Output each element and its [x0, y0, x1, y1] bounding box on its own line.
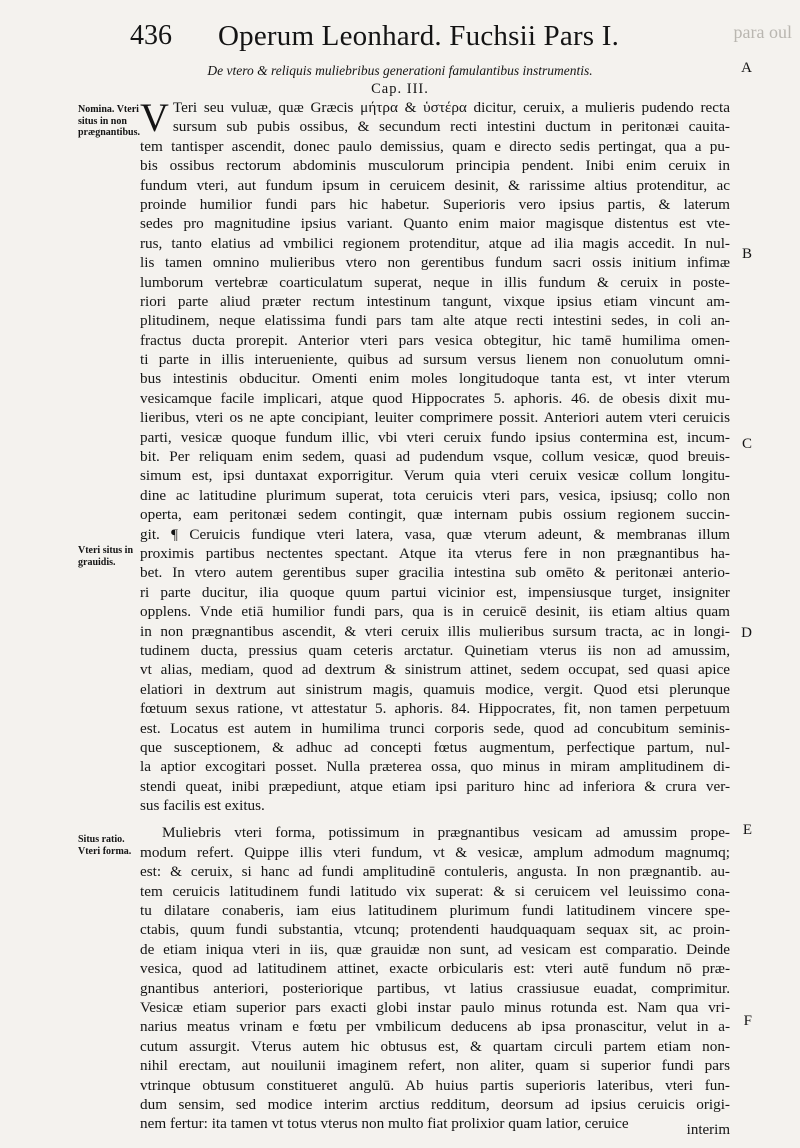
text-line: lumborum vertebræ coarticulatum superat, neque in illis fundum & ceruix in poste- — [140, 273, 730, 291]
text-line: sus facilis est exitus. — [140, 797, 265, 815]
margin-note-grauidis: Vteri situs in grauidis. — [78, 545, 133, 568]
text-line: elatiori in dextrum aut sinistrum magis, quamuis modice, vergit. Quod etsi plerunque — [140, 680, 730, 698]
drop-cap: V — [140, 95, 169, 140]
text-line: ri parte ducitur, ilia quoque quum partui vicinior est, impensiusque turget, insigniter — [140, 583, 730, 601]
text-line: fœtuum sexus ratione, vt attestatur 5. aphoris. 84. Hippocrates, fit, non tamen perpetuum — [140, 700, 730, 718]
text-line: operta, eam peritonæi sedem contingit, quæ internam pubis ossium regionem succin- — [140, 506, 730, 524]
text-line: simum est, ipsi duntaxat exporrigitur. Verum quia vteri ceruix vesicæ collum longitu- — [140, 467, 730, 485]
text-line: gnantibus anteriori, posteriorique partibus, vt latius crassiusue euadat, comprimitur. — [140, 979, 730, 997]
section-letter-a: A — [741, 60, 752, 76]
text-line: rus, tanto elatius ad vmbilici regionem protenditur, atque ad ilia magis accedit. In nul- — [140, 234, 730, 252]
text-line: riori parte aliud præter rectum intestinum tangunt, vixque ipsius etiam vincunt am- — [140, 292, 730, 310]
margin-note-forma: Situs ratio. Vteri forma. — [78, 834, 132, 857]
text-line: vesica, quod ad latitudinem attinet, exacte orbicularis est: vteri autē fundum nō præ- — [140, 960, 730, 978]
text-line: proximis partibus nectentes spectant. Atque ita vterus fere in non prægnantibus ha- — [140, 544, 730, 562]
section-letter-b: B — [741, 246, 752, 262]
text-line: lis tamen omnino mulieribus vtero non gerentibus fundum sacri ossis initium infimæ — [140, 254, 730, 272]
margin-note-nomina: Nomina. Vteri situs in non prægnantibus. — [78, 104, 140, 138]
text-line: tu dilatare conaberis, iam eius latitudinem plurimum fundi latitudinem vincere spe- — [140, 902, 730, 920]
text-line: fractus ducta prorepit. Anterior vteri pars vesica obtegitur, hic tamē humilima omen- — [140, 331, 730, 349]
text-line: bit. Per reliquam enim sedem, quasi ad pudendum vsque, collum vesicæ, quod breuis- — [140, 448, 730, 466]
text-line: est. Locatus est autem in humilima trunci corporis sede, quod ad concubitum seminis- — [140, 719, 730, 737]
text-line: bus intestinis obducitur. Omenti enim moles longitudoque tanta est, vt inter vterum — [140, 370, 730, 388]
text-line: tudinem ducta, pressius quam ceteris arctatur. Quinetiam vterus iis non ad amussim, — [140, 641, 730, 659]
body-text — [140, 95, 730, 1134]
text-line: proinde humilior fundi pars hic habetur. Superioris vero ipsius partis, & laterum — [140, 195, 730, 213]
text-line: vtrinque obtusum constitueret angulū. Ab huius partis superioris lateribus, vteri fun- — [140, 1076, 730, 1094]
bleed-through-text: para oul — [733, 22, 792, 42]
text-line: nem fertur: ita tamen vt totus vterus non multo fiat prolixior quam latior, ceruice — [140, 1115, 629, 1133]
text-line: Teri seu vuluæ, quæ Græcis μήτρα & ὑστέρα dicitur, ceruix, a mulieris pudendo recta — [172, 99, 730, 116]
running-head: Operum Leonhard. Fuchsii Pars I. — [218, 20, 620, 52]
text-line: vesicamque facile implicari, atque quod Hippocrates 5. aphoris. 46. de obesis dixit mu- — [140, 389, 730, 407]
text-line: vt alias, mediam, quod ad dextrum & sinistrum attinet, sedem occupat, sed quasi apice — [140, 661, 730, 679]
text-line: lieribus, vteri os ne apte concipiant, leuiter comprimere possit. Anteriori autem vteri ceruicis — [140, 409, 730, 427]
section-letter-e: E — [742, 822, 752, 838]
text-line: bet. In vtero autem gerentibus super gracilia intestina sub omēto & peritonæi anterio- — [140, 564, 730, 582]
text-line: modum refert. Quippe illis vteri fundum, vt & vesicæ, amplum admodum magnumq; — [140, 843, 730, 861]
text-line: opplens. Vnde etiā humilior fundi pars, qua is in ceruicē desinit, iis etiam altius quam — [140, 603, 730, 621]
text-line: tem tantisper ascendit, donec paulo demissius, quam e directo sedis pertingat, qua a pu- — [140, 137, 730, 155]
section-letter-f: F — [743, 1013, 752, 1029]
text-line: tem ceruicis latitudinem fundi latitudo vix superat: & si ceruicem vel leuissimo cona- — [140, 882, 730, 900]
text-line: sursum sub pubis ossibus, & secundum recti intestini ductum in peritonæi cauita- — [172, 118, 730, 136]
page-number: 436 — [130, 20, 172, 51]
text-line: dum sensim, sed modice interim arctius redditum, deorsum ad ipsius ceruicis origi- — [140, 1095, 730, 1113]
text-line: stendi queat, inibi præpediunt, atque etiam ipsi parituro hinc ad inferiora & crura ver- — [140, 777, 730, 795]
paragraph-gap — [140, 815, 730, 823]
text-line: Muliebris vteri forma, potissimum in prægnantibus vesicam ad amussim prope- — [162, 824, 730, 842]
text-line: sedes pro magnitudine ipsius variant. Quanto enim maior magisque distentus est vte- — [140, 215, 730, 233]
text-line: est: & ceruix, si hanc ad fundi amplitudinē contuleris, angusta. In non prægnantib. au- — [140, 863, 730, 881]
text-line: in non prægnantibus ascendit, & vteri ceruix illis mulieribus sursum tracta, ac in longi- — [140, 622, 730, 640]
text-line: nihil erectam, aut nouilunii imaginem refert, non aliter, quam si superior fundi pars — [140, 1057, 730, 1075]
text-line: fundum vteri, aut fundum ipsum in ceruicem desinit, & rarissime altius protenditur, ac — [140, 176, 730, 194]
text-line: de etiam iniqua vteri in iis, quæ grauidæ non sunt, ad vesicam est comparatio. Deinde — [140, 940, 730, 958]
text-line: dine ac latitudine plurimum superat, tota ceruicis vteri pars, vesica, ipsiusq; collo non — [140, 486, 730, 504]
text-line: que susceptionem, & adhuc ad concepti fœtus augmentum, perfectique partum, nul- — [140, 738, 730, 756]
chapter-heading: Cap. III. — [371, 81, 429, 97]
text-line: ctabis, quum fundi substantia, vtcunq; protendenti haudquaquam sequax sit, ac proin- — [140, 921, 730, 939]
section-letter-c: C — [741, 436, 752, 452]
text-line: plitudinem, neque elatissima fundi pars tam alte atque recti intestini sedes, in coli an- — [140, 312, 730, 330]
text-line: ti parte in illis interueniente, quibus ad sursum versus lienem non conuolutum omni- — [140, 351, 730, 369]
text-line: cutum assurgit. Vterus autem hic obtusus est, & quartam circuli partem etiam non- — [140, 1037, 730, 1055]
section-letter-d: D — [741, 625, 752, 641]
page-header — [130, 20, 690, 58]
text-line: la aptior excogitari posset. Nulla præterea ossa, quo minus in miram amplitudinem di- — [140, 758, 730, 776]
text-line: narius meatus vrinam e fœtu per vmbilicum deducens ab ipsa pronascitur, velut in a- — [140, 1018, 730, 1036]
catchword: interim — [686, 1122, 730, 1138]
text-line: bis ossibus rectorum abdominis musculorum principia pendent. Inibi enim ceruix in — [140, 157, 730, 175]
text-line: git. ¶ Ceruicis fundique vteri latera, vasa, quæ vterum adeunt, & membranas illum — [140, 525, 730, 543]
text-line: Vesicæ etiam superior pars exacti globi instar paulo minus rotunda est. Nam qua vri- — [140, 998, 730, 1016]
chapter-subtitle: De vtero & reliquis muliebribus generationi famulantibus instrumentis. — [207, 63, 593, 78]
text-line: parti, vesicæ quoque fundum illic, vbi vteri ceruix fundo ipsius contermina est, incum- — [140, 428, 730, 446]
